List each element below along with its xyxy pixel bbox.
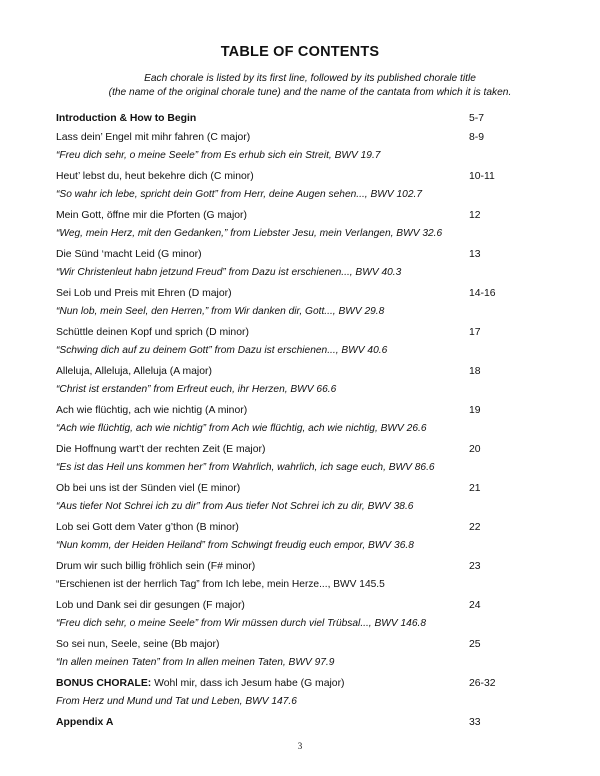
toc-entry-pages: 23	[469, 561, 481, 572]
toc-entry-first-line: Ach wie flüchtig, ach wie nichtig (A minor)	[56, 405, 248, 416]
toc-entry-pages: 20	[469, 444, 481, 455]
toc-entry-source: “Schwing dich auf zu deinem Gott” from Dazu ist erschienen..., BWV 40.6	[56, 345, 388, 356]
toc-entry[interactable]	[56, 326, 566, 365]
toc-entry-first-line: Alleluja, Alleluja, Alleluja (A major)	[56, 366, 212, 377]
toc-bonus-pages: 26-32	[469, 678, 496, 689]
subtitle-line-1: Each chorale is listed by its first line, followed by its published chorale title	[144, 73, 476, 84]
toc-entry[interactable]	[56, 209, 566, 248]
toc-appendix[interactable]	[56, 716, 566, 735]
page-number: 3	[297, 741, 303, 751]
toc-appendix-label: Appendix A	[56, 717, 114, 728]
toc-bonus-first-line	[56, 677, 345, 690]
toc-entry[interactable]	[56, 404, 566, 443]
toc-entry[interactable]	[56, 170, 566, 209]
toc-intro-pages: 5-7	[469, 113, 485, 124]
toc-entry-source: “Christ ist erstanden” from Erfreut euch, ihr Herzen, BWV 66.6	[56, 384, 337, 395]
toc-entry-pages: 13	[469, 249, 481, 260]
toc-appendix-pages: 33	[469, 717, 481, 728]
toc-list	[56, 112, 566, 735]
toc-entry-source: “Weg, mein Herz, mit den Gedanken,” from Liebster Jesu, mein Verlangen, BWV 32.6	[56, 228, 443, 239]
toc-entry-source: “Freu dich sehr, o meine Seele” from Wir müssen durch viel Trübsal..., BWV 146.8	[56, 618, 427, 629]
toc-entry-source: “Nun komm, der Heiden Heiland” from Schwingt freudig euch empor, BWV 36.8	[56, 540, 414, 551]
toc-entry-source: “Ach wie flüchtig, ach wie nichtig” from Ach wie flüchtig, ach wie nichtig, BWV 26.6	[56, 423, 427, 434]
bonus-label: BONUS CHORALE:	[56, 678, 152, 689]
toc-entry-first-line: Lob und Dank sei dir gesungen (F major)	[56, 600, 245, 611]
toc-entry[interactable]	[56, 638, 566, 677]
toc-entry-first-line: Drum wir such billig fröhlich sein (F# minor)	[56, 561, 256, 572]
toc-bonus-source: From Herz und Mund und Tat und Leben, BWV 147.6	[56, 696, 297, 707]
toc-entry-source: “Freu dich sehr, o meine Seele” from Es erhub sich ein Streit, BWV 19.7	[56, 150, 381, 161]
toc-entry-source: “Wir Christenleut habn jetzund Freud” from Dazu ist erschienen..., BWV 40.3	[56, 267, 402, 278]
toc-entry-pages: 17	[469, 327, 481, 338]
toc-entry-pages: 22	[469, 522, 481, 533]
toc-entry[interactable]	[56, 131, 566, 170]
toc-entry-pages: 19	[469, 405, 481, 416]
toc-entry-source: “Es ist das Heil uns kommen her” from Wahrlich, wahrlich, ich sage euch, BWV 86.6	[56, 462, 435, 473]
toc-entry-first-line: Die Sünd ‘macht Leid (G minor)	[56, 249, 202, 260]
toc-entry-first-line: Die Hoffnung wart’t der rechten Zeit (E major)	[56, 444, 266, 455]
toc-entry-first-line: Lass dein’ Engel mit mihr fahren (C major)	[56, 132, 251, 143]
toc-entry[interactable]	[56, 482, 566, 521]
toc-entry[interactable]	[56, 287, 566, 326]
toc-entry[interactable]	[56, 599, 566, 638]
toc-entry[interactable]	[56, 443, 566, 482]
toc-entry-first-line: Schüttle deinen Kopf und sprich (D minor)	[56, 327, 249, 338]
toc-entry[interactable]	[56, 521, 566, 560]
toc-intro[interactable]	[56, 112, 566, 131]
toc-entry-source: “Aus tiefer Not Schrei ich zu dir” from Aus tiefer Not Schrei ich zu dir, BWV 38.6	[56, 501, 414, 512]
toc-entry-first-line: Ob bei uns ist der Sünden viel (E minor)	[56, 483, 241, 494]
toc-entry-source: “Nun lob, mein Seel, den Herren,” from Wir danken dir, Gott..., BWV 29.8	[56, 306, 385, 317]
toc-entry-first-line: Heut’ lebst du, heut bekehre dich (C minor)	[56, 171, 254, 182]
toc-entry-first-line: Lob sei Gott dem Vater g’thon (B minor)	[56, 522, 239, 533]
toc-entry-first-line: Mein Gott, öffne mir die Pforten (G major)	[56, 210, 247, 221]
toc-entry-pages: 10-11	[469, 171, 495, 182]
toc-entry-pages: 8-9	[469, 132, 485, 143]
toc-intro-label: Introduction & How to Begin	[56, 113, 197, 124]
toc-entry-first-line: So sei nun, Seele, seine (Bb major)	[56, 639, 220, 650]
toc-entry[interactable]	[56, 248, 566, 287]
toc-entry-source: “In allen meinen Taten” from In allen meinen Taten, BWV 97.9	[56, 657, 335, 668]
page-title: TABLE OF CONTENTS	[220, 44, 380, 60]
toc-entry-source: “Erschienen ist der herrlich Tag” from Ich lebe, mein Herze..., BWV 145.5	[56, 579, 385, 590]
subtitle	[60, 72, 560, 100]
toc-entry-pages: 24	[469, 600, 481, 611]
subtitle-line-2: (the name of the original chorale tune) and the name of the cantata from which it is taken.	[108, 87, 512, 98]
toc-bonus-entry[interactable]	[56, 677, 566, 716]
toc-entry-pages: 14-16	[469, 288, 496, 299]
toc-entry-first-line: Sei Lob und Preis mit Ehren (D major)	[56, 288, 232, 299]
bonus-text: Wohl mir, dass ich Jesum habe (G major)	[151, 678, 345, 689]
toc-entry-source: “So wahr ich lebe, spricht dein Gott” from Herr, deine Augen sehen..., BWV 102.7	[56, 189, 422, 200]
toc-entry[interactable]	[56, 365, 566, 404]
toc-entry-pages: 21	[469, 483, 481, 494]
toc-entry[interactable]	[56, 560, 566, 599]
toc-entry-pages: 18	[469, 366, 481, 377]
toc-entry-pages: 25	[469, 639, 481, 650]
toc-entry-pages: 12	[469, 210, 481, 221]
